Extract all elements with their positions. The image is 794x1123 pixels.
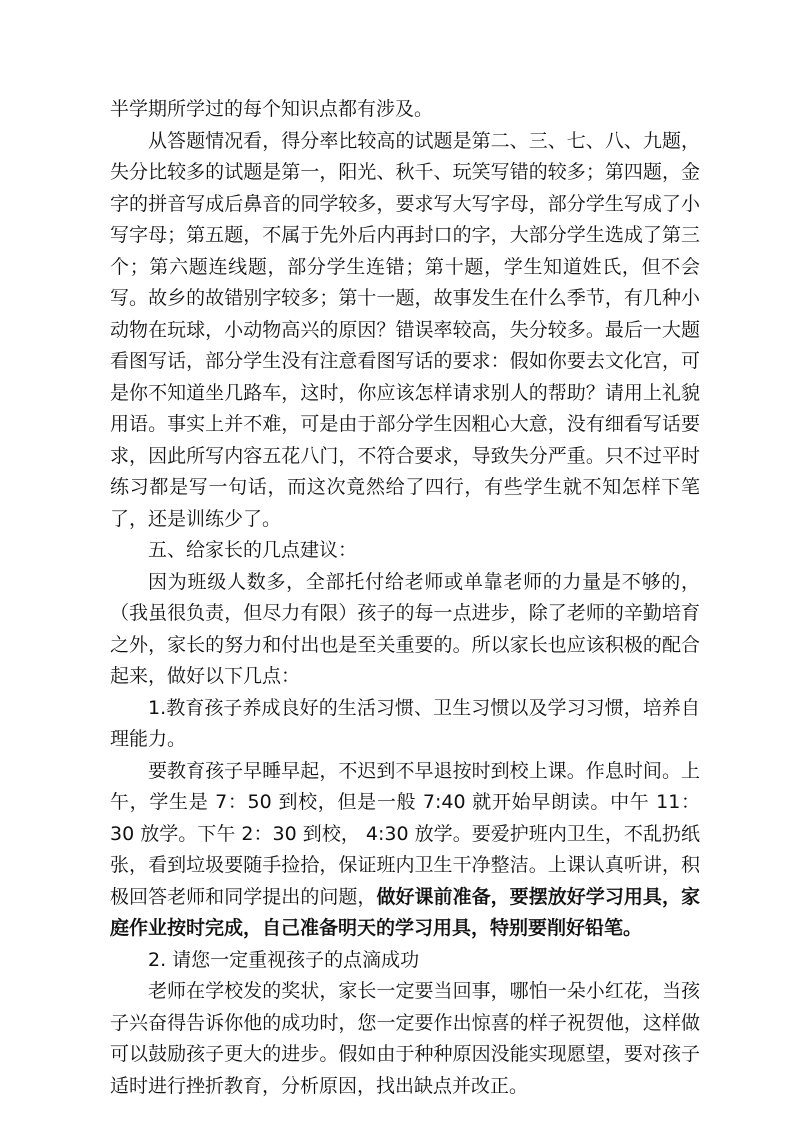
paragraph-daily-schedule	[110, 756, 700, 945]
list-item-success: 2. 请您一定重视孩子的点滴成功	[148, 948, 420, 971]
document-body	[110, 94, 700, 1102]
schedule-emphasis: 做好课前准备，要摆放好学习用具，家庭作业按时完成，自己准备明天的学习用具，特别要削好铅笔。	[110, 885, 700, 939]
section-heading-suggestions: 五、给家长的几点建议：	[148, 539, 358, 561]
paragraph-encouragement: 老师在学校发的奖状，家长一定要当回事，哪怕一朵小红花，当孩子兴奋得告诉你他的成功时，您一定要作出惊喜的样子祝贺他，这样做可以鼓励孩子更大的进步。假如由于种种原因没能实现愿望，要对孩子适时进行挫折教育，分析原因，找出缺点并改正。	[110, 980, 700, 1097]
paragraph-continuation: 半学期所学过的每个知识点都有涉及。	[110, 98, 434, 120]
paragraph-parent-cooperation: 因为班级人数多，全部托付给老师或单靠老师的力量是不够的，（我虽很负责，但尽力有限）孩子的每一点进步，除了老师的辛勤培育之外，家长的努力和付出也是至关重要的。所以家长也应该积极的配合起来，做好以下几点：	[110, 570, 700, 687]
list-item-habits: 1.教育孩子养成良好的生活习惯、卫生习惯以及学习习惯，培养自理能力。	[110, 696, 700, 750]
paragraph-answer-analysis: 从答题情况看，得分率比较高的试题是第二、三、七、八、九题，失分比较多的试题是第一，阳光、秋千、玩笑写错的较多；第四题，金字的拼音写成后鼻音的同学较多，要求写大写字母，部分学生写成了小写字母；第五题，不属于先外后内再封口的字，大部分学生选成了第三个；第六题连线题，部分学生连错；第十题，学生知道姓氏，但不会写。故乡的故错别字较多；第十一题，故事发生在什么季节，有几种小动物在玩球，小动物高兴的原因？错误率较高，失分较多。最后一大题看图写话，部分学生没有注意看图写话的要求：假如你要去文化宫，可是你不知道坐几路车，这时，你应该怎样请求别人的帮助？请用上礼貌用语。事实上并不难，可是由于部分学生因粗心大意，没有细看写话要求，因此所写内容五花八门，不符合要求，导致失分严重。只不过平时练习都是写一句话，而这次竟然给了四行，有些学生就不知怎样下笔了，还是训练少了。	[110, 129, 700, 530]
schedule-text: 要教育孩子早睡早起，不迟到不早退按时到校上课。作息时间。上午，学生是 7：50 到校，但是一般 7:40 就开始早朗读。中午 11：30 放学。下午 2：30 到校， 4:30 放学。要爱护班内卫生，不乱扔纸张，看到垃圾要随手捡拾，保证班内卫生干净整洁。上课认真听讲，积极回答老师和同学提出的问题，	[110, 759, 700, 908]
